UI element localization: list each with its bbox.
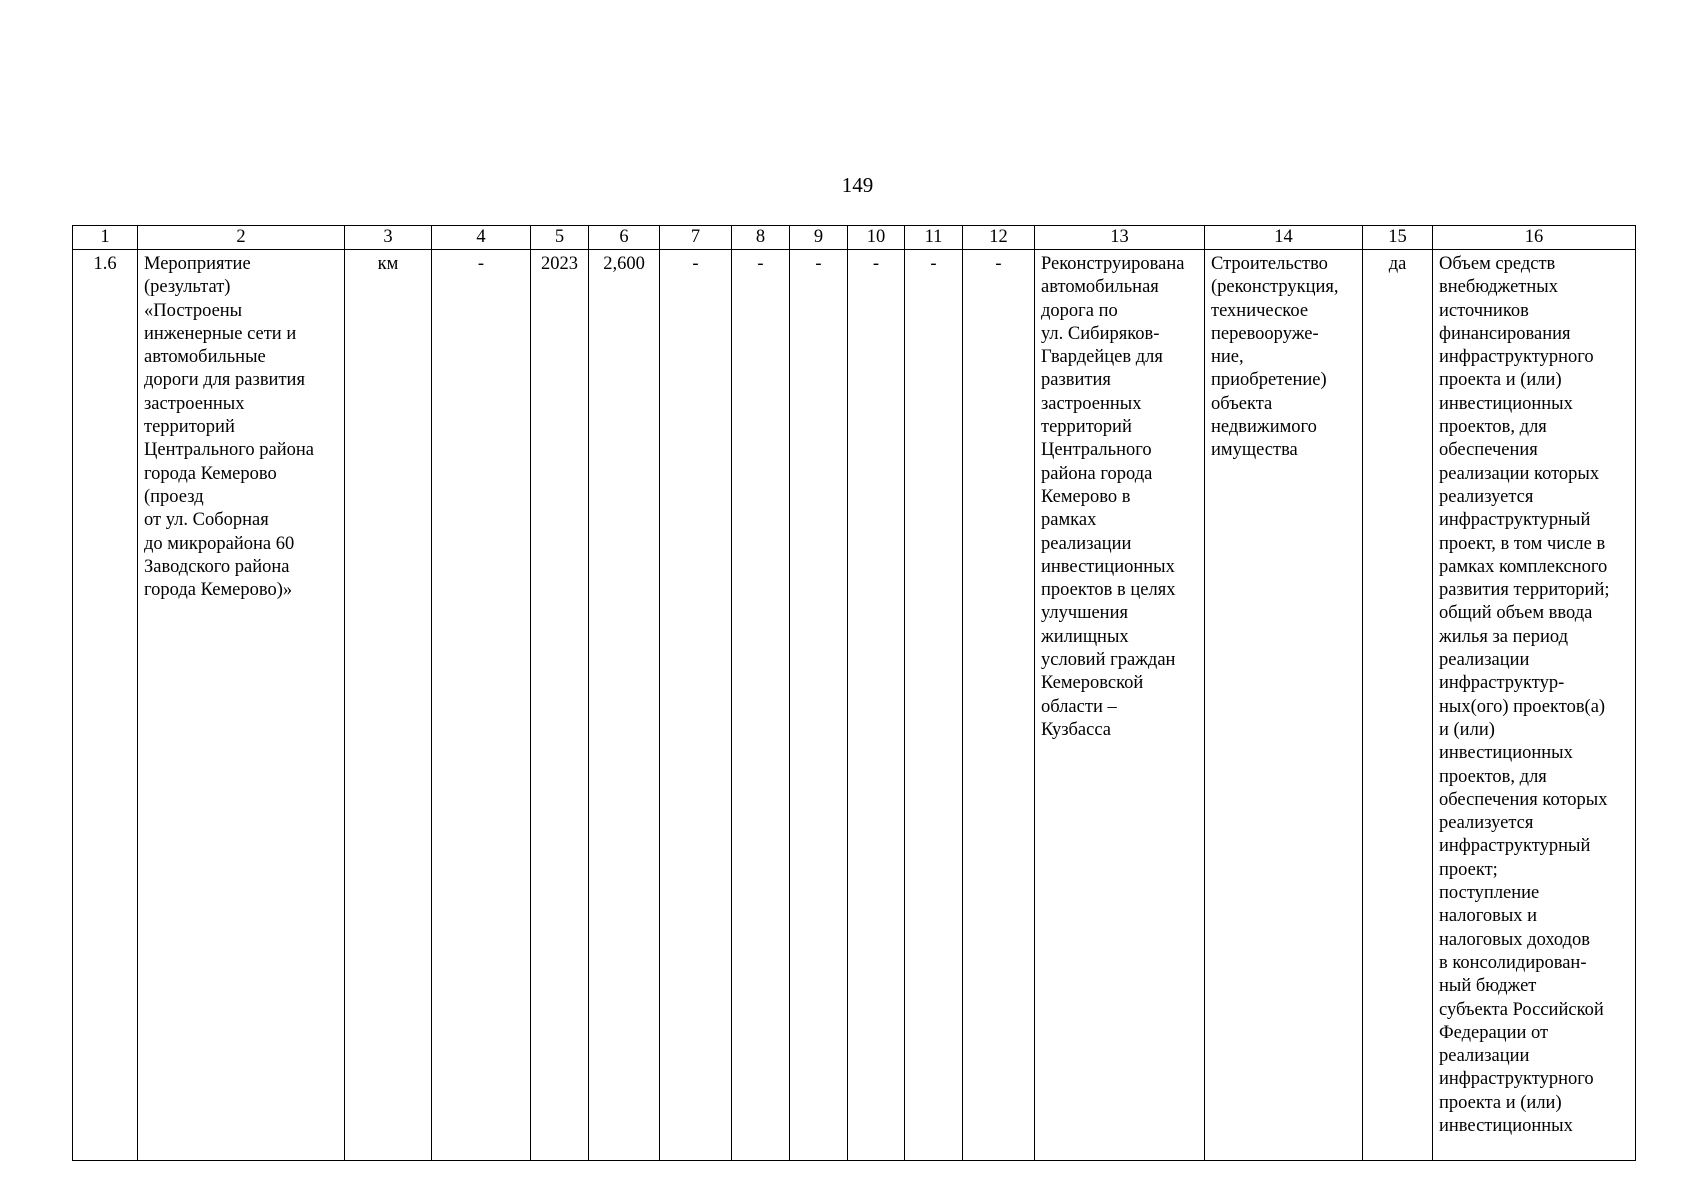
table-row [73, 250, 1636, 1161]
result-description-cell: Реконструирована автомобильная дорога по ул. Сибиряков- Гвардейцев для развития застроенных территорий Центрального района города Кемерово в рамках реализации инвестиционных проектов в целях улучшения жилищных условий граждан Кемеровской области – Кузбасса [1035, 250, 1205, 1161]
column-number-cell: 11 [905, 226, 963, 250]
column-number-cell: 5 [531, 226, 589, 250]
column-number-cell: 9 [790, 226, 848, 250]
year-cell: 2023 [531, 250, 589, 1161]
value-cell-8: - [732, 250, 790, 1161]
value-cell-6: 2,600 [589, 250, 660, 1161]
column-number-row [73, 226, 1636, 250]
row-number-cell: 1.6 [73, 250, 138, 1161]
column-number-cell: 8 [732, 226, 790, 250]
column-number-cell: 12 [963, 226, 1035, 250]
result-type-cell: Строительство (реконструкция, техническое перевооруже- ние, приобретение) объекта недвижимого имущества [1205, 250, 1363, 1161]
page-number: 149 [841, 173, 874, 197]
unit-cell: км [345, 250, 432, 1161]
value-cell-7: - [660, 250, 732, 1161]
column-number-cell: 10 [848, 226, 905, 250]
indicator-description-cell: Объем средств внебюджетных источников финансирования инфраструктурного проекта и (или) инвестиционных проектов, для обеспечения реализации которых реализуется инфраструктурный проект, в том числе в рамках комплексного развития территорий; общий объем ввода жилья за период реализации инфраструктур- ных(ого) проектов(а) и (или) инвестиционных проектов, для обеспечения которых реализуется инфраструктурный проект; поступление налоговых и налоговых доходов в консолидирован- ный бюджет субъекта Российской Федерации от реализации инфраструктурного проекта и (или) инвестиционных [1433, 250, 1636, 1161]
flag-cell: да [1363, 250, 1433, 1161]
measures-table [72, 225, 1636, 1161]
value-cell-9: - [790, 250, 848, 1161]
column-number-cell: 6 [589, 226, 660, 250]
column-number-cell: 2 [138, 226, 345, 250]
value-cell-10: - [848, 250, 905, 1161]
value-cell-12: - [963, 250, 1035, 1161]
measure-name-cell: Мероприятие (результат) «Построены инженерные сети и автомобильные дороги для развития застроенных территорий Центрального района города Кемерово (проезд от ул. Соборная до микрорайона 60 Заводского района города Кемерово)» [138, 250, 345, 1161]
column-number-cell: 14 [1205, 226, 1363, 250]
column-number-cell: 1 [73, 226, 138, 250]
value-cell-11: - [905, 250, 963, 1161]
value-cell-4: - [432, 250, 531, 1161]
column-number-cell: 7 [660, 226, 732, 250]
column-number-cell: 3 [345, 226, 432, 250]
column-number-cell: 4 [432, 226, 531, 250]
column-number-cell: 13 [1035, 226, 1205, 250]
column-number-cell: 15 [1363, 226, 1433, 250]
column-number-cell: 16 [1433, 226, 1636, 250]
